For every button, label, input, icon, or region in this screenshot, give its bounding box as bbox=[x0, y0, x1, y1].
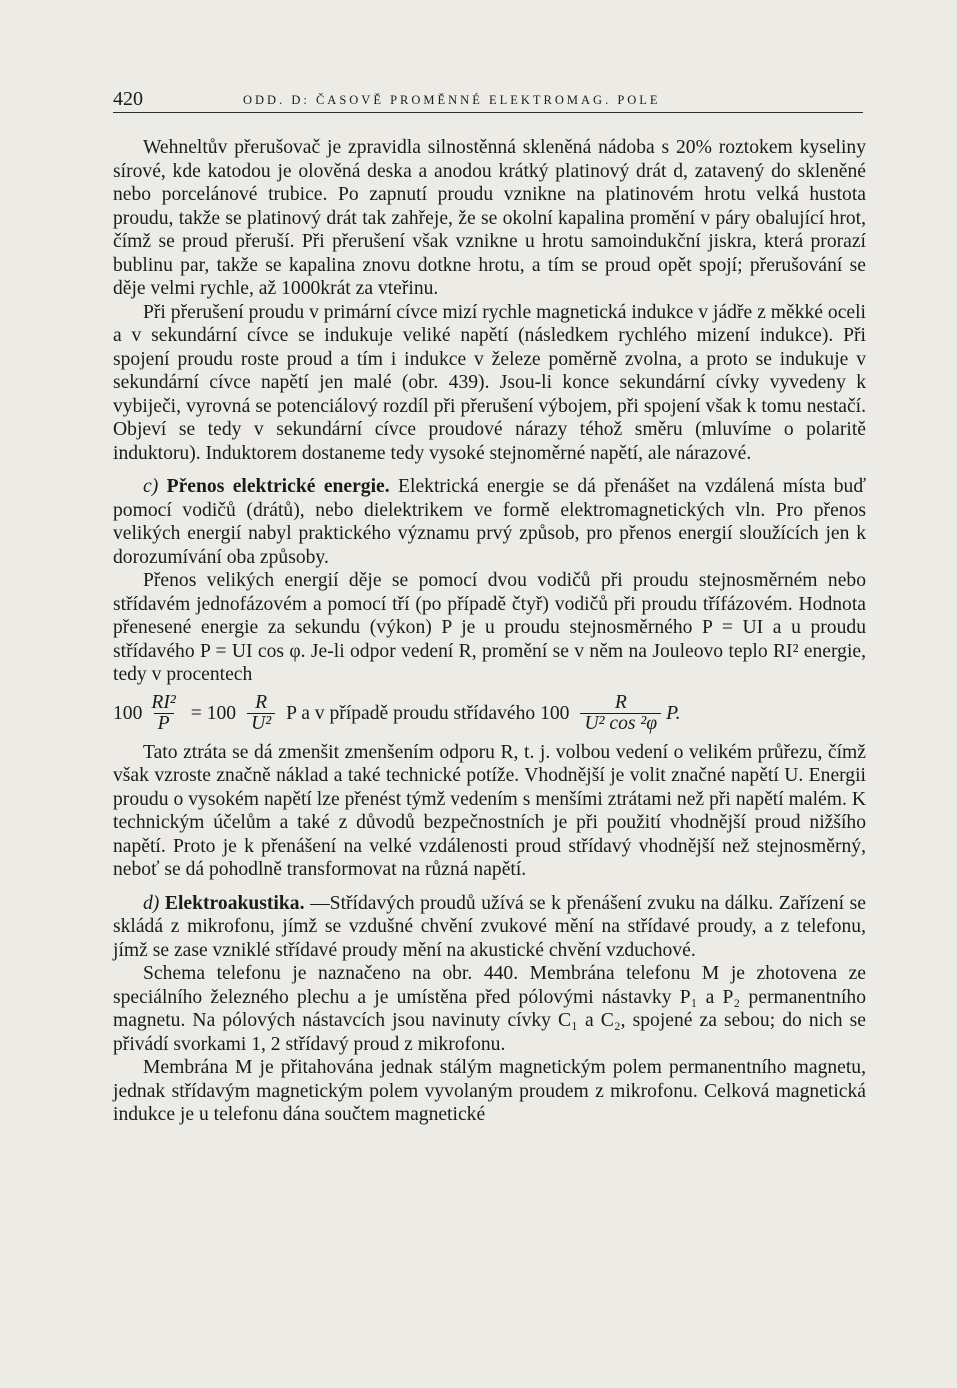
section-c-title: Přenos elektrické energie. bbox=[166, 476, 390, 497]
fraction-r-over-u2cos bbox=[580, 693, 661, 734]
page-number: 420 bbox=[113, 88, 143, 110]
paragraph-loss-reduction: Tato ztráta se dá zmenšit zmenšením odporu R, t. j. volbou vedení o velikém průřezu, čímž však vzroste značně náklad a také technické potíže. Vhodnější je volit značné napětí U. Energii proudu o vysokém napětí lze přenést týmž vedením s menšími ztrátami než při napětí malém. K technickým účelům a také z důvodů bezpečnostních je při použití vhodnější proud nižšího napětí. Proto je k přenášení na velké vzdálenosti proud střídavý vhodnější než stejnosměrný, neboť se dá pohodlně transformovat na různá napětí. bbox=[113, 741, 866, 880]
formula-mid-text: P a v případě proudu střídavého 100 bbox=[286, 702, 570, 724]
fraction-numerator: RI² bbox=[151, 692, 176, 713]
formula-equals: = 100 bbox=[190, 702, 237, 724]
formula-tail: P. bbox=[666, 702, 681, 724]
section-d-body: —Střídavých proudů užívá se k přenášení zvuku na dálku. Zařízení se skládá z mikrofonu, jímž se vzdušné chvění zvukové mění na střídavé proudy, a z telefonu, jímž se zase vzniklé střídavé proudy mění na akustické chvění vzduchové. bbox=[113, 892, 866, 961]
paragraph-wehnelt: Wehneltův přerušovač je zpravidla silnostěnná skleněná nádoba s 20% roztokem kyseliny sírové, kde katodou je olověná deska a anodou krátký platinový drát d, zatavený do skleněné nebo porcelánové trubice. Po zapnutí proudu vznikne na platinovém hrotu velká hustota proudu, takže se platinový drát tak zahřeje, že se okolní kapalina promění v páry obalující hrot, čímž se proud přeruší. Při přerušení však vznikne u hrotu samoindukční jiskra, která prorazí bublinu par, takže se kapalina znovu dotkne hrotu, a tím se proud opět spojí; přerušování se děje velmi rychle, až 1000krát za vteřinu. bbox=[113, 137, 866, 299]
paragraph-membrane: Membrána M je přitahována jednak stálým magnetickým polem permanentního magnetu, jednak střídavým magnetickým polem vyvolaným proudem z mikrofonu. Celková magnetická indukce je u telefonu dána součtem magnetické bbox=[113, 1057, 866, 1125]
page-header bbox=[113, 86, 863, 113]
section-d-letter: d) bbox=[143, 892, 160, 914]
section-c bbox=[113, 475, 866, 569]
section-d bbox=[113, 892, 866, 963]
fraction-denominator: U² cos ²φ bbox=[580, 713, 661, 734]
paragraph-energy-transfer: Přenos velikých energií děje se pomocí dvou vodičů při proudu stejnosměrném nebo střídavém jednofázovém a pomocí tří (po případě čtyř) vodičů při proudu třífázovém. Hodnota přenesené energie za sekundu (výkon) P je u proudu stejnosměrného P = UI a u proudu střídavého P = UI cos φ. Je-li odpor vedení R, promění se v něm na Jouleovo teplo RI² energie, tedy v procentech bbox=[113, 570, 866, 685]
section-c-body: Elektrická energie se dá přenášet na vzdálená místa buď pomocí vodičů (drátů), nebo dielektrikem ve formě elektromagnetických vln. Pro přenos velikých energií nabyl praktického významu prvý způsob, pro přenos energií sloužících jen k dorozumívání oba způsoby. bbox=[113, 476, 866, 568]
running-head: ODD. D: ČASOVĚ PROMĚNNÉ ELEKTROMAG. POLE bbox=[243, 93, 661, 107]
fraction-ri2-over-p bbox=[147, 693, 179, 734]
formula-lead: 100 bbox=[113, 702, 143, 724]
paragraph-telephone-schema: Schema telefonu je naznačeno na obr. 440. Membrána telefonu M je zhotovena ze speciálního železného plechu a je umístěna před pólovými nástavky P₁ a P₂ permanentního magnetu. Na pólových nástavcích jsou navinuty cívky C₁ a C₂, spojené za sebou; do nich se přivádí svorkami 1, 2 střídavý proud z mikrofonu. bbox=[113, 963, 866, 1055]
fraction-numerator: R bbox=[255, 692, 268, 713]
body-text bbox=[113, 136, 866, 1127]
loss-formula bbox=[113, 689, 866, 739]
section-d-title: Elektroakustika. bbox=[164, 892, 305, 914]
fraction-r-over-u2 bbox=[247, 693, 275, 734]
fraction-numerator: R bbox=[614, 692, 627, 713]
fraction-denominator: P bbox=[154, 713, 174, 734]
section-c-letter: c) bbox=[143, 476, 159, 497]
paragraph-primary-coil: Při přerušení proudu v primární cívce mizí rychle magnetická indukce v jádře z měkké oceli a v sekundární cívce se indukuje veliké napětí (následkem rychlého mizení indukce). Při spojení proudu roste proud a tím i indukce v železe poměrně zvolna, a proto se indukuje v sekundární cívce napětí jen malé (obr. 439). Jsou-li konce sekundární cívky vyvedeny k vybiječi, vyrovná se potenciálový rozdíl při přerušení výbojem, při spojení však k tomu nestačí. Objeví se tedy v sekundární cívce proudové nárazy téhož směru (mluvíme o polaritě induktoru). Induktorem dostaneme tedy vysoké stejnoměrné napětí, ale nárazové. bbox=[113, 301, 866, 464]
fraction-denominator: U² bbox=[247, 713, 275, 734]
